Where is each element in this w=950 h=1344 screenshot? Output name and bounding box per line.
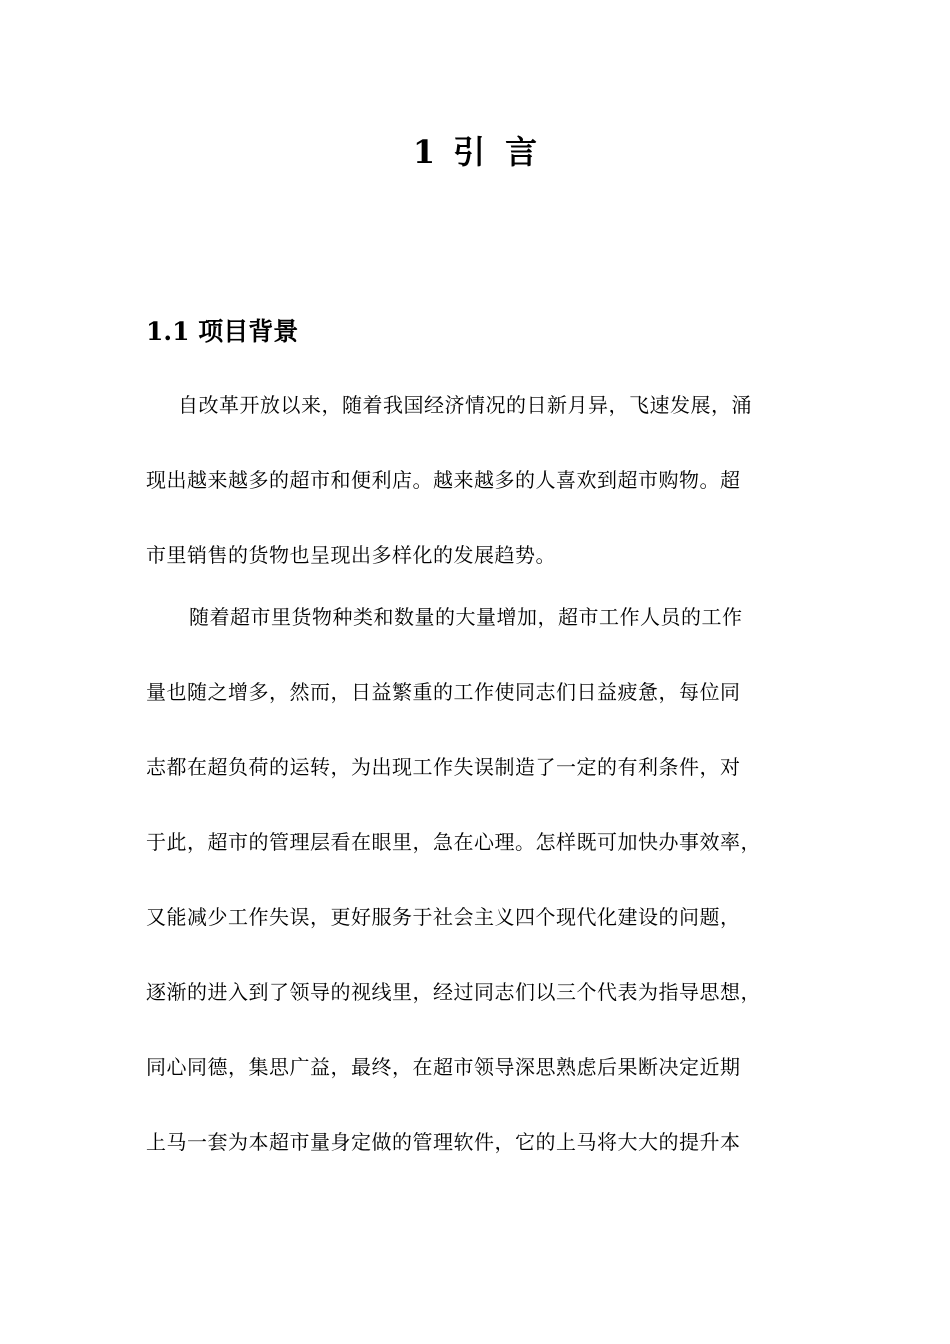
paragraph-2-line-4: 于此，超市的管理层看在眼里，急在心理。怎样既可加快办事效率， (146, 830, 761, 854)
chapter-title (0, 127, 950, 173)
chapter-title-char-1: 引 (453, 133, 486, 171)
section-title: 1.1 项目背景 (146, 317, 299, 346)
paragraph-2-line-7: 同心同德，集思广益，最终，在超市领导深思熟虑后果断决定近期 (146, 1055, 741, 1079)
paragraph-1-line-3: 市里销售的货物也呈现出多样化的发展趋势。 (146, 543, 556, 567)
paragraph-2-line-1: 随着超市里货物种类和数量的大量增加，超市工作人员的工作 (189, 605, 743, 629)
chapter-number: 1 (412, 133, 436, 171)
paragraph-2-line-6: 逐渐的进入到了领导的视线里，经过同志们以三个代表为指导思想， (146, 980, 761, 1004)
paragraph-2-line-2: 量也随之增多，然而，日益繁重的工作使同志们日益疲惫，每位同 (146, 680, 741, 704)
chapter-title-char-2: 言 (505, 133, 538, 171)
paragraph-2-line-3: 志都在超负荷的运转，为出现工作失误制造了一定的有利条件，对 (146, 755, 741, 779)
paragraph-1-line-2: 现出越来越多的超市和便利店。越来越多的人喜欢到超市购物。超 (146, 468, 741, 492)
paragraph-2-line-8: 上马一套为本超市量身定做的管理软件，它的上马将大大的提升本 (146, 1130, 741, 1154)
paragraph-1-line-1: 自改革开放以来，随着我国经济情况的日新月异，飞速发展，涌 (178, 393, 752, 417)
paragraph-2-line-5: 又能减少工作失误，更好服务于社会主义四个现代化建设的问题， (146, 905, 741, 929)
